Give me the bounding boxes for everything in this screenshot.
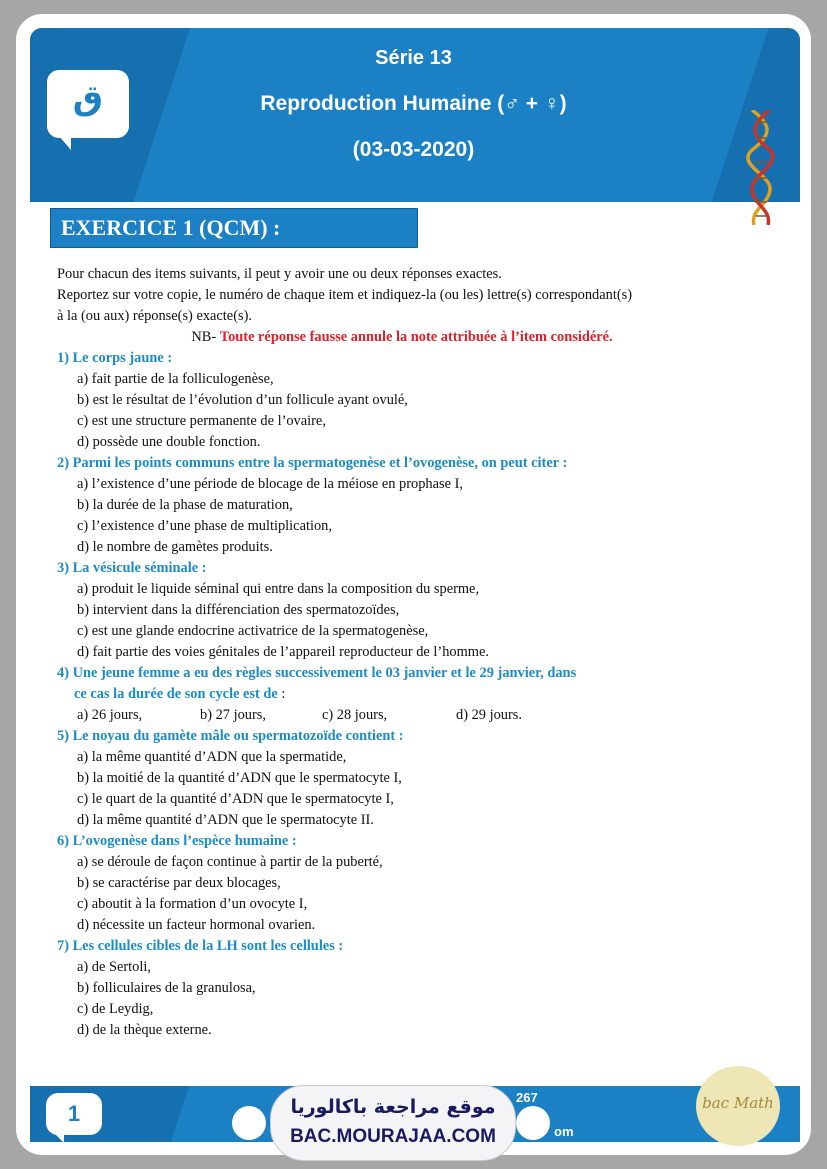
footer-text-fragment: om	[554, 1124, 574, 1139]
site-name-arabic: موقع مراجعة باكالوريا	[290, 1096, 496, 1118]
question-title-colon: :	[277, 686, 286, 702]
dna-icon	[746, 110, 776, 225]
bac-math-logo-text: bac Math	[702, 1094, 774, 1112]
answer-item: a) se déroule de façon continue à partir de la puberté,	[77, 854, 383, 870]
intro-line: à la (ou aux) réponse(s) exacte(s).	[57, 308, 252, 324]
answer-item: d) fait partie des voies génitales de l’appareil reproducteur de l’homme.	[77, 644, 489, 660]
answer-item: d) la même quantité d’ADN que le spermatocyte II.	[77, 812, 374, 828]
question-title: 7) Les cellules cibles de la LH sont les cellules :	[57, 938, 344, 954]
answer-item: d) possède une double fonction.	[77, 434, 261, 450]
answer-item: b) la moitié de la quantité d’ADN que le spermatocyte I,	[77, 770, 402, 786]
answer-row	[57, 705, 747, 726]
intro-line: Pour chacun des items suivants, il peut y avoir une ou deux réponses exactes.	[57, 266, 502, 282]
answer-item: a) de Sertoli,	[77, 959, 151, 975]
exercise-title: EXERCICE 1 (QCM) :	[61, 215, 281, 240]
question-title-continued	[57, 684, 747, 705]
exercise-content	[57, 264, 747, 1041]
answer-item: c) 28 jours,	[322, 707, 388, 723]
footer-logo-right	[516, 1106, 550, 1140]
question-title: 4) Une jeune femme a eu des règles successivement le 03 janvier et le 29 janvier, dans	[57, 665, 577, 681]
answer-item: d) le nombre de gamètes produits.	[77, 539, 273, 555]
nb-prefix: NB-	[191, 329, 220, 345]
answer-item: a) l’existence d’une période de blocage de la méiose en prophase I,	[77, 476, 463, 492]
answer-item: b) 27 jours,	[200, 707, 266, 723]
answer-item: a) la même quantité d’ADN que la spermatide,	[77, 749, 347, 765]
answer-item: b) est le résultat de l’évolution d’un follicule ayant ovulé,	[77, 392, 408, 408]
question-title: 5) Le noyau du gamète mâle ou spermatozoïde contient :	[57, 728, 404, 744]
answer-item: a) fait partie de la folliculogenèse,	[77, 371, 274, 387]
nb-text: Toute réponse fausse annule la note attribuée à l’item considéré.	[219, 329, 613, 345]
answer-item: a) produit le liquide séminal qui entre dans la composition du sperme,	[77, 581, 480, 597]
footer-logo-left	[232, 1106, 266, 1140]
answer-item: d) de la thèque externe.	[77, 1022, 212, 1038]
answer-item: c) est une glande endocrine activatrice de la spermatogenèse,	[77, 623, 429, 639]
exercise-title-box	[50, 208, 418, 248]
answer-item: b) la durée de la phase de maturation,	[77, 497, 293, 513]
answer-item: d) 29 jours.	[456, 707, 522, 723]
answer-item: b) intervient dans la différenciation des spermatozoïdes,	[77, 602, 400, 618]
page-number: 1	[46, 1093, 102, 1135]
answer-item: b) se caractérise par deux blocages,	[77, 875, 281, 891]
answer-item: c) l’existence d’une phase de multiplication,	[77, 518, 332, 534]
answer-item: c) est une structure permanente de l’ovaire,	[77, 413, 326, 429]
question-title: 2) Parmi les points communs entre la spermatogenèse et l’ovogenèse, on peut citer :	[57, 455, 568, 471]
site-badge[interactable]	[270, 1085, 516, 1161]
footer-text-fragment: 267	[516, 1090, 538, 1105]
bac-math-logo	[696, 1066, 780, 1146]
answer-item: c) aboutit à la formation d’un ovocyte I,	[77, 896, 308, 912]
series-title: Série 13	[375, 47, 452, 69]
logo-glyph: ق	[72, 78, 104, 118]
intro-line: Reportez sur votre copie, le numéro de chaque item et indiquez-la (ou les) lettre(s) correspondant(s)	[57, 287, 632, 303]
answer-item: c) de Leydig,	[77, 1001, 154, 1017]
question-title-part: ce cas la durée de son cycle est de	[74, 686, 278, 702]
site-url-link[interactable]: BAC.MOURAJAA.COM	[290, 1126, 496, 1147]
question-title: 6) L’ovogenèse dans l’espèce humaine :	[57, 833, 297, 849]
nb-warning	[57, 327, 747, 348]
answer-item: a) 26 jours,	[77, 707, 143, 723]
answer-item: d) nécessite un facteur hormonal ovarien.	[77, 917, 316, 933]
date-label: (03-03-2020)	[352, 138, 475, 161]
question-title: 3) La vésicule séminale :	[57, 560, 207, 576]
answer-item: b) folliculaires de la granulosa,	[77, 980, 256, 996]
question-title: 1) Le corps jaune :	[57, 350, 173, 366]
page-title: Reproduction Humaine (♂ + ♀)	[260, 92, 567, 115]
answer-item: c) le quart de la quantité d’ADN que le spermatocyte I,	[77, 791, 394, 807]
